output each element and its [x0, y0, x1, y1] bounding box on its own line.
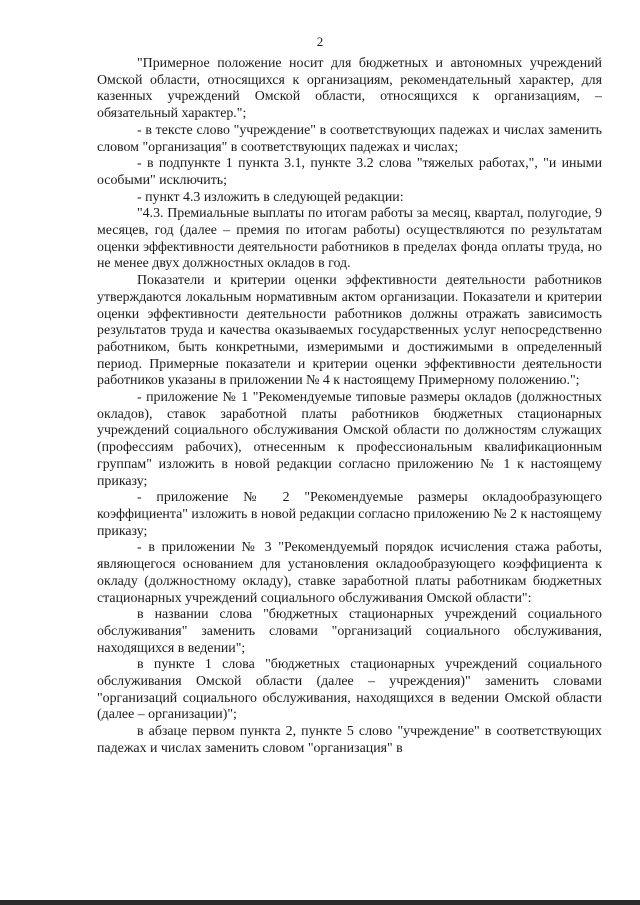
paragraph: "4.3. Премиальные выплаты по итогам работы за месяц, квартал, полугодие, 9 месяцев, год (далее – премия по итогам работы) осуществляются по результатам оценки эффективности деятельности работников в пределах фонда оплаты труда, но не менее двух должностных окладов в год. [97, 206, 602, 272]
paragraph: - пункт 4.3 изложить в следующей редакции: [137, 189, 404, 205]
paragraph: - приложение № 2 "Рекомендуемые размеры окладообразующего коэффициента" изложить в новой редакции согласно приложению № 2 к настоящему приказу; [97, 490, 602, 539]
paragraph: - в приложении № 3 "Рекомендуемый порядок исчисления стажа работы, являющегося основанием для установления окладообразующего коэффициента к окладу (должностному окладу), ставке заработной платы работникам бюджетных стационарных учреждений социального обслуживания Омской области": [97, 540, 602, 606]
scan-bottom-edge [0, 900, 640, 905]
page-number: 2 [316, 34, 324, 49]
paragraph: в названии слова "бюджетных стационарных учреждений социального обслуживания" заменить словами "организаций социального обслуживания, находящихся в ведении"; [97, 607, 602, 656]
document-body [97, 56, 602, 758]
paragraph: - в подпункте 1 пункта 3.1, пункте 3.2 слова "тяжелых работах,", "и иными особыми" исключить; [97, 156, 602, 188]
paragraph: в пункте 1 слова "бюджетных стационарных учреждений социального обслуживания Омской области (далее – учреждения)" заменить словами "организаций социального обслуживания, находящихся в ведении Омской области (далее – организации)"; [97, 657, 602, 723]
paragraph: - приложение № 1 "Рекомендуемые типовые размеры окладов (должностных окладов), ставок заработной платы работников бюджетных стационарных учреждений социального обслуживания Омской области по должностям служащих (профессиям рабочих), отнесенным к профессиональным квалификационным группам" изложить в новой редакции согласно приложению № 1 к настоящему приказу; [97, 390, 602, 489]
paragraph: Показатели и критерии оценки эффективности деятельности работников утверждаются локальным нормативным актом организации. Показатели и критерии оценки эффективности деятельности работников должны отражать зависимость результатов труда и качества оказываемых государственных услуг непосредственно работником, быть конкретными, измеримыми и достижимыми в определенный период. Примерные показатели и критерии оценки эффективности деятельности работников указаны в приложении № 4 к настоящему Примерному положению."; [97, 273, 602, 389]
paragraph: - в тексте слово "учреждение" в соответствующих падежах и числах заменить словом "организация" в соответствующих падежах и числах; [97, 122, 602, 155]
paragraph: в абзаце первом пункта 2, пункте 5 слово "учреждение" в соответствующих падежах и числах заменить словом "организация" в [97, 724, 602, 756]
paragraph: "Примерное положение носит для бюджетных и автономных учреждений Омской области, относящихся к организациям, рекомендательный характер, для казенных учреждений Омской области, относящихся к организациям, – обязательный характер."; [97, 56, 602, 122]
